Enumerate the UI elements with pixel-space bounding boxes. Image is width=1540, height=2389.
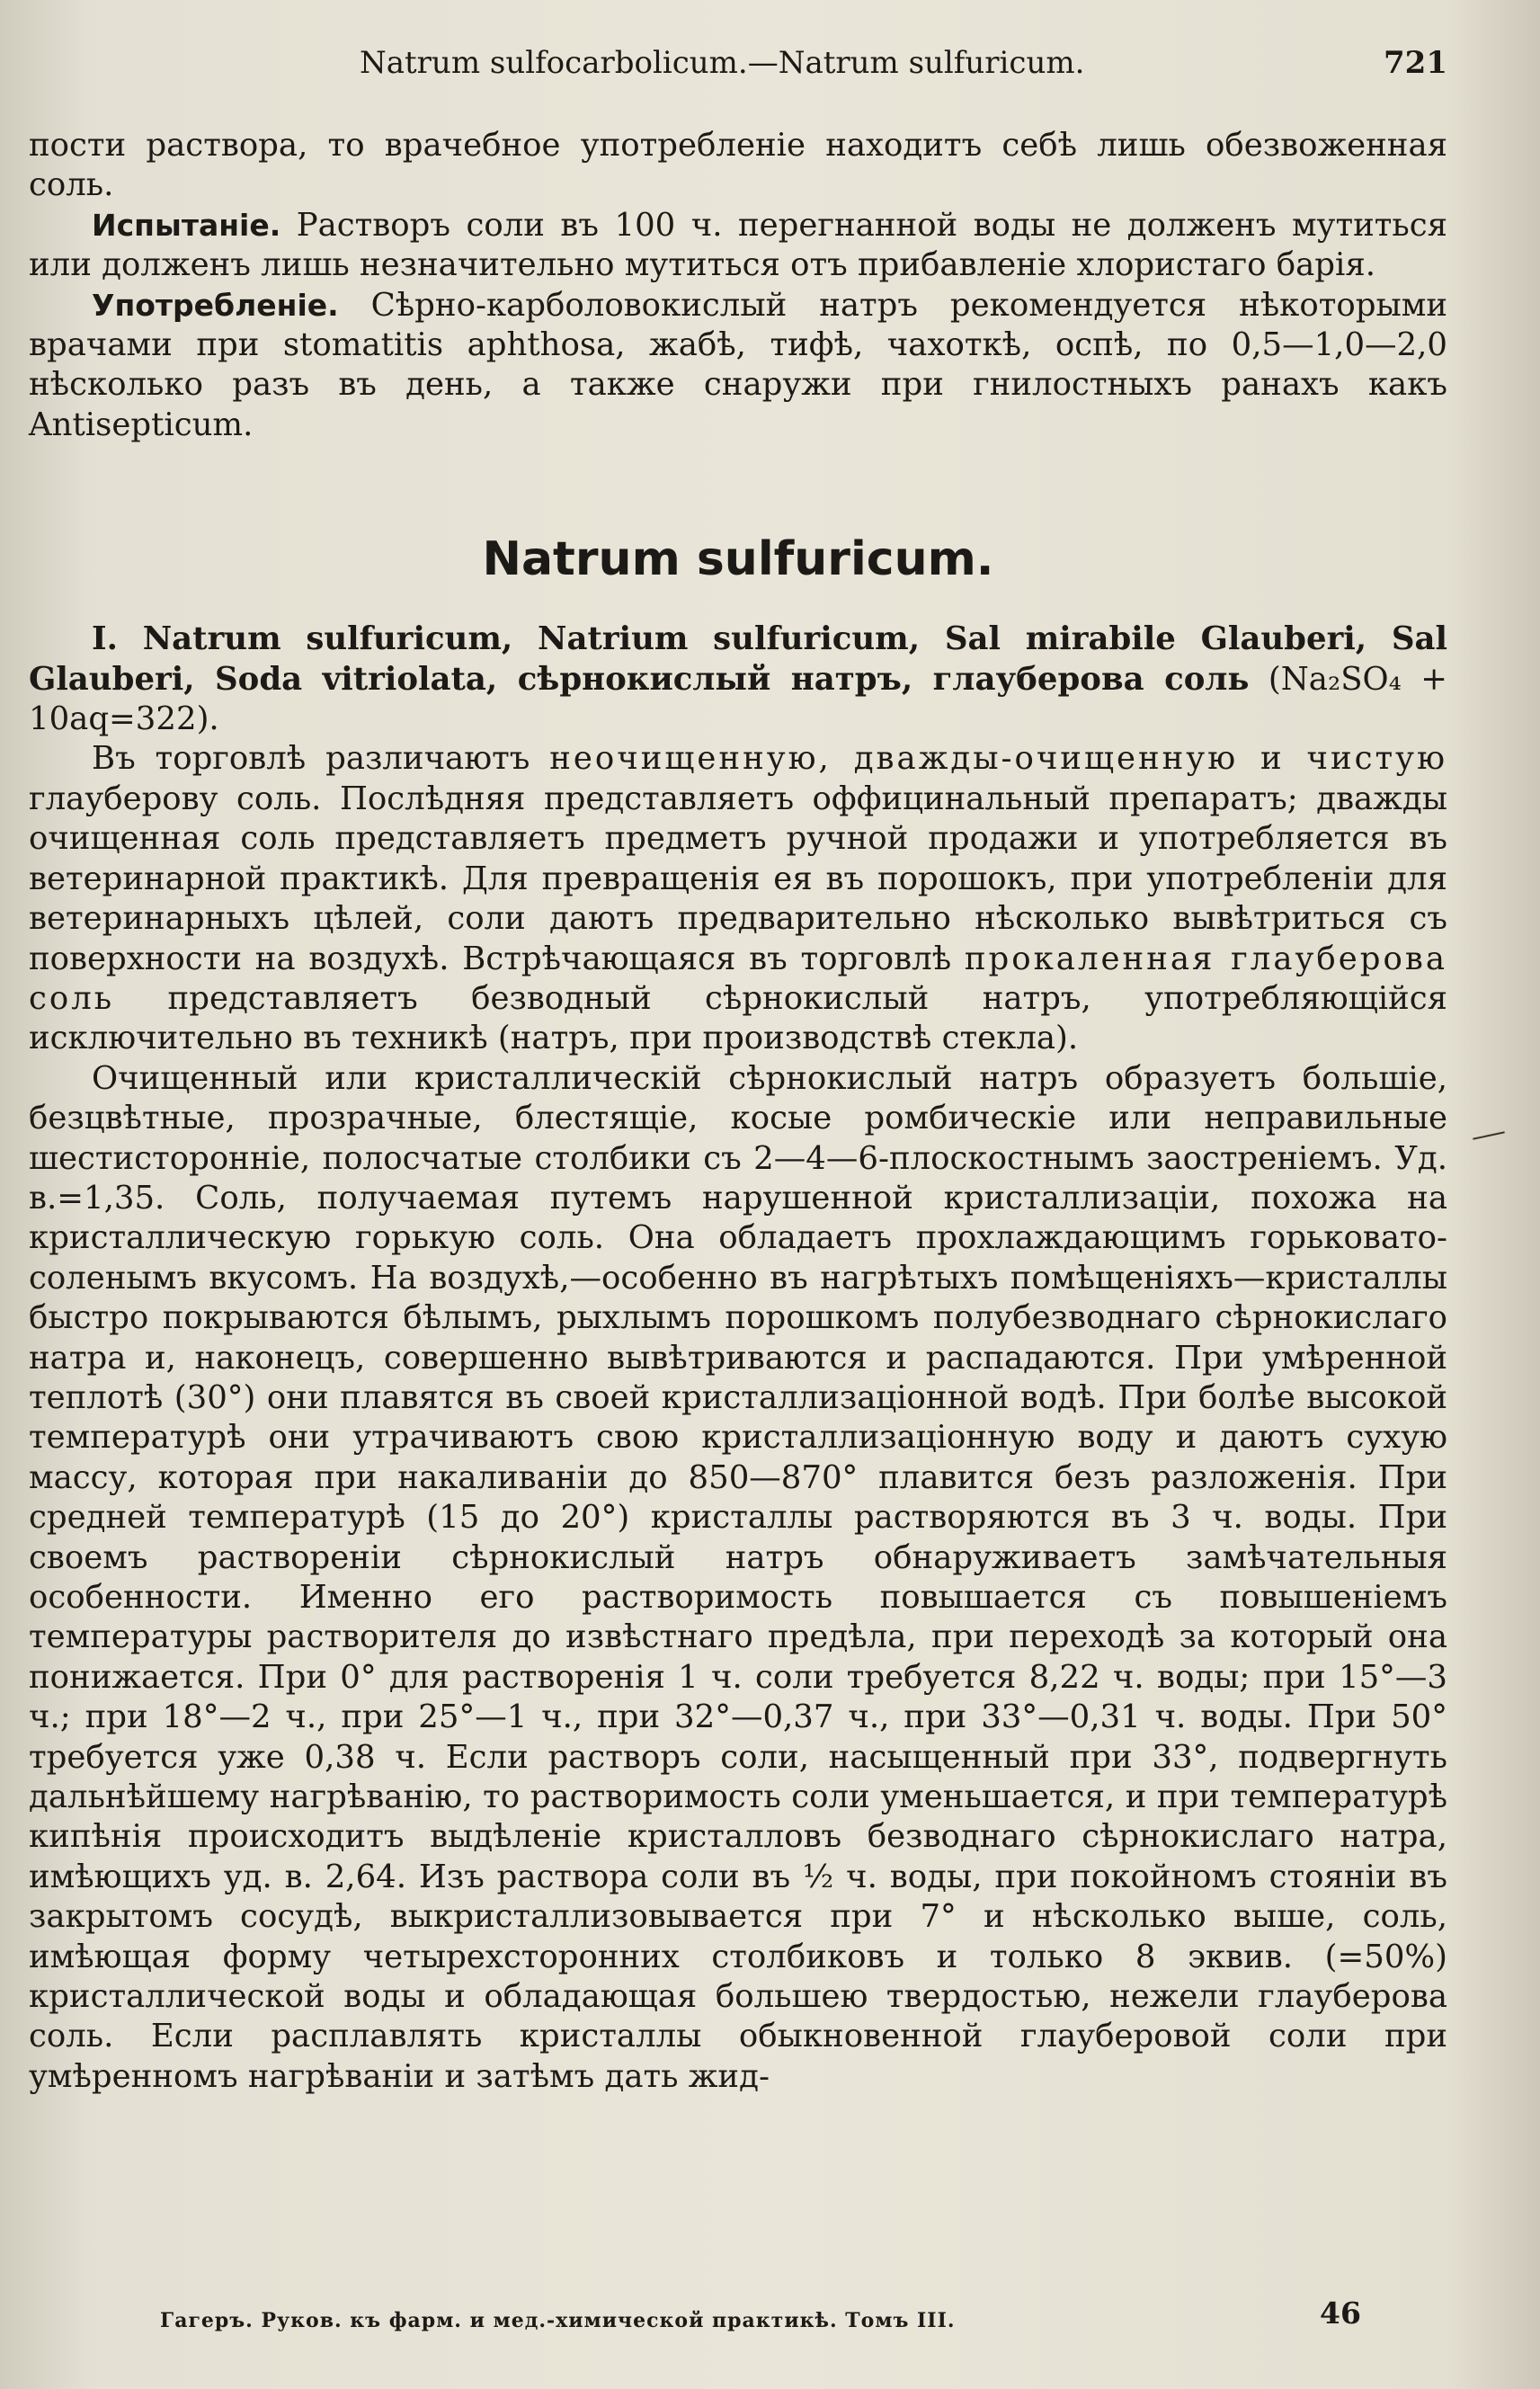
test-paragraph <box>29 206 1447 286</box>
section-heading: Natrum sulfuricum. <box>482 532 994 587</box>
entry-number: I. <box>92 620 143 658</box>
entry-title <box>29 620 1447 739</box>
usage-paragraph <box>29 286 1447 446</box>
sheet-number: 46 <box>1320 2295 1361 2331</box>
grades-spaced-b: прокаленная глауберова соль <box>29 940 1447 1017</box>
grades-spaced-a: неочищенную, дважды-очищенную и чистую <box>549 740 1447 778</box>
entry-formula: (Na₂SO₄ + 10aq=322). <box>29 660 1447 738</box>
test-text: Растворъ соли въ 100 ч. перегнанной воды не долженъ мутиться или долженъ лишь незначительно мутиться отъ прибавленіе хлористаго барія. <box>29 206 1447 284</box>
page-number: 721 <box>1384 45 1447 81</box>
grades-text-c: представляетъ безводный сѣрнокислый натръ, употребляющійся исключительно въ техникѣ (натръ, при производствѣ стекла). <box>29 979 1447 1057</box>
margin-pencil-mark <box>1473 1131 1505 1139</box>
entry-names: Natrum sulfuricum, Natrium sulfuricum, Sal mirabile Glauberi, Sal Glauberi, Soda vitriolata, сѣрнокислый натръ, глауберова соль <box>29 620 1448 698</box>
running-header <box>360 45 1447 90</box>
usage-text: Сѣрно-карболовокислый натръ рекомендуется нѣкоторыми врачами при stomatitis aphthosa, жабѣ, тифѣ, чахоткѣ, оспѣ, по 0,5—1,0—2,0 нѣсколько разъ въ день, а также снаружи при гнилостныхъ ранахъ какъ Antisepticum. <box>29 286 1447 443</box>
properties-paragraph: Очищенный или кристаллическій сѣрнокислый натръ образуетъ большіе, безцвѣтные, прозрачные, блестящіе, косые ромбическіе или неправильные шестисторонніе, полосчатые столбики съ 2—4—6-плоскостнымъ заостреніемъ. Уд. в.=1,35. Соль, получаемая путемъ нарушенной кристаллизаціи, похожа на кристаллическую горькую соль. Она обладаетъ прохлаждающимъ горьковато-соленымъ вкусомъ. На воздухѣ,—особенно въ нагрѣтыхъ помѣщеніяхъ—кристаллы быстро покрываются бѣлымъ, рыхлымъ порошкомъ полубезводнаго сѣрнокислаго натра и, наконецъ, совершенно вывѣтриваются и распадаются. При умѣренной теплотѣ (30°) они плавятся въ своей кристаллизаціонной водѣ. При болѣе высокой температурѣ они утрачиваютъ свою кристаллизаціонную воду и даютъ сухую массу, которая при накаливаніи до 850—870° плавится безъ разложенія. При средней температурѣ (15 до 20°) кристаллы растворяются въ 3 ч. воды. При своемъ раствореніи сѣрнокислый натръ обнаруживаетъ замѣчательныя особенности. Именно его растворимость повышается съ повышеніемъ температуры растворителя до извѣстнаго предѣла, при переходѣ за который она понижается. При 0° для растворенія 1 ч. соли требуется 8,22 ч. воды; при 15°—3 ч.; при 18°—2 ч., при 25°—1 ч., при 32°—0,37 ч., при 33°—0,31 ч. воды. При 50° требуется уже 0,38 ч. Если растворъ соли, насыщенный при 33°, подвергнуть дальнѣйшему нагрѣванію, то растворимость соли уменьшается, и при температурѣ кипѣнія происходитъ выдѣленіе кристалловъ безводнаго сѣрнокислаго натра, имѣющихъ уд. в. 2,64. Изъ раствора соли въ ½ ч. воды, при покойномъ стояніи въ закрытомъ сосудѣ, выкристаллизовывается при 7° и нѣсколько выше, соль, имѣющая форму четырехсторонних столбиковъ и только 8 эквив. (=50%) кристаллической воды и обладающая большею твердостью, нежели глауберова соль. Если расплавлять кристаллы обыкновенной глауберовой соли при умѣренномъ нагрѣваніи и затѣмъ дать жид- <box>29 1059 1447 2095</box>
grades-text-a: Въ торговлѣ различаютъ <box>92 740 550 778</box>
test-label: Испытаніе. <box>92 207 281 243</box>
footer-signature: Гагеръ. Руков. къ фарм. и мед.-химической практикѣ. Томъ III. <box>160 2309 956 2332</box>
body-text <box>29 126 1447 2097</box>
usage-label: Употребленіе. <box>92 287 339 323</box>
grades-text-b: глауберову соль. Послѣдняя представляетъ оффицинальный препаратъ; дважды очищенная соль представляетъ предметъ ручной продажи и употребляется въ ветеринарной практикѣ. Для превращенія ея въ порошокъ, при употребленіи для ветеринарныхъ цѣлей, соли даютъ предварительно нѣсколько вывѣтриться съ поверхности на воздухѣ. Встрѣчающаяся въ торговлѣ <box>29 780 1447 977</box>
running-title: Natrum sulfocarbolicum.—Natrum sulfuricum. <box>360 45 1085 81</box>
continuation-paragraph: пости раствора, то врачебное употребленіе находитъ себѣ лишь обезвоженная соль. <box>29 127 1447 204</box>
grades-paragraph <box>29 739 1447 1058</box>
